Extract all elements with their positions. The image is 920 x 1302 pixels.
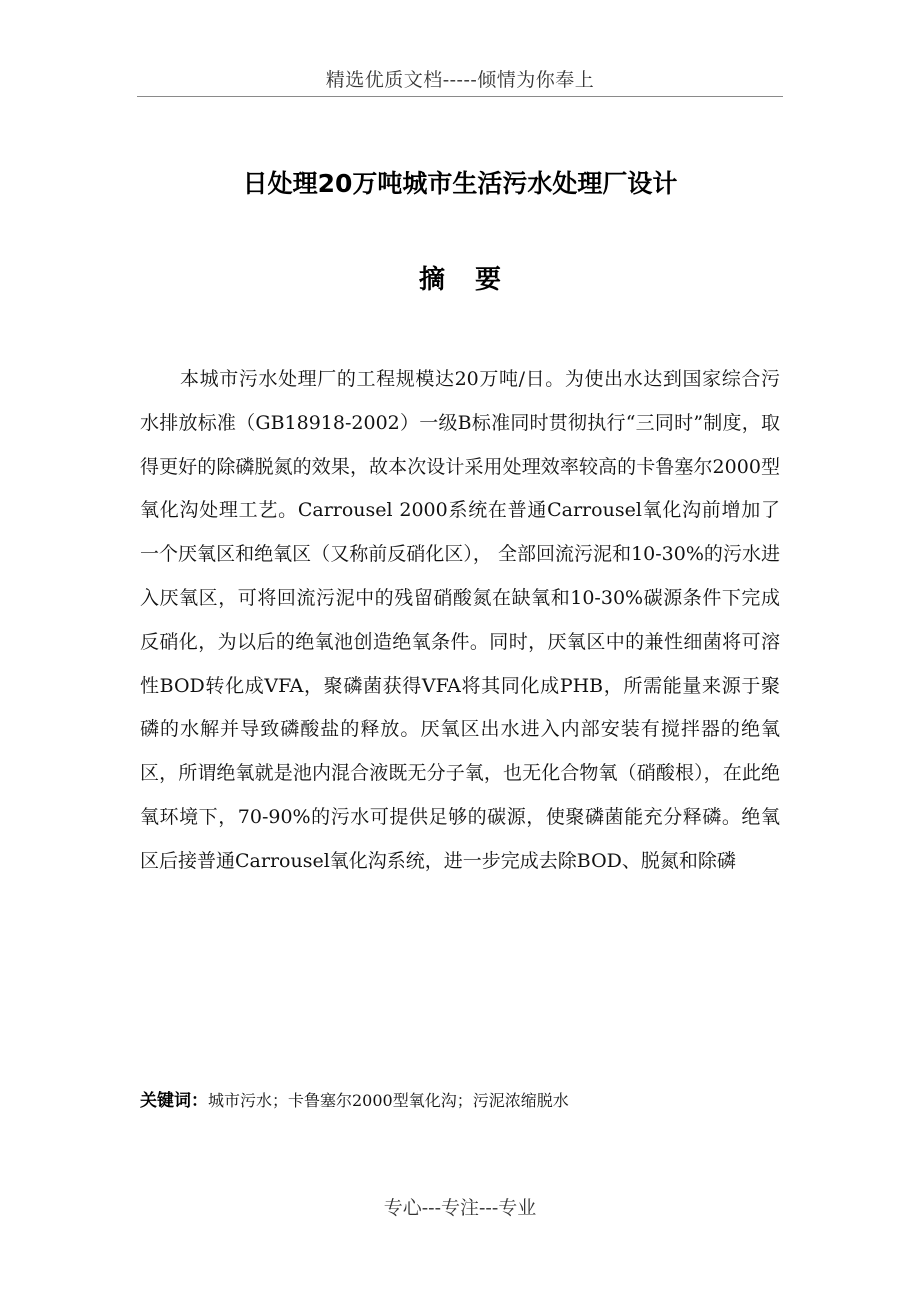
keywords-label: 关键词： xyxy=(140,1091,208,1111)
abstract-body: 本城市污水处理厂的工程规模达20万吨/日。为使出水达到国家综合污水排放标准（GB18918-2002）一级B标准同时贯彻执行“三同时”制度，取得更好的除磷脱氮的效果，故本次设计采用处理效率较高的卡鲁塞尔2000型氧化沟处理工艺。Carrousel 2000系统在普通Carrousel氧化沟前增加了一个厌氧区和绝氧区（又称前反硝化区）， 全部回流污泥和10-30%的污水进入厌氧区，可将回流污泥中的残留硝酸氮在缺氧和10-30%碳源条件下完成反硝化，为以后的绝氧池创造绝氧条件。同时，厌氧区中的兼性细菌将可溶性BOD转化成VFA，聚磷菌获得VFA将其同化成PHB，所需能量来源于聚磷的水解并导致磷酸盐的释放。厌氧区出水进入内部安装有搅拌器的绝氧区，所谓绝氧就是池内混合液既无分子氧，也无化合物氧（硝酸根），在此绝氧环境下，70-90%的污水可提供足够的碳源，使聚磷菌能充分释磷。绝氧区后接普通Carrousel氧化沟系统，进一步完成去除BOD、脱氮和除磷 xyxy=(140,368,780,872)
header-text: 精选优质文档-----倾情为你奉上 xyxy=(325,69,595,91)
footer-text: 专心---专注---专业 xyxy=(383,1197,537,1219)
keywords-line xyxy=(140,1086,780,1116)
page-footer xyxy=(0,1192,920,1224)
document-title: 日处理20万吨城市生活污水处理厂设计 xyxy=(242,169,678,198)
abstract-heading: 摘要 xyxy=(418,265,531,295)
page-header xyxy=(137,64,783,97)
keywords-value: 城市污水；卡鲁塞尔2000型氧化沟；污泥浓缩脱水 xyxy=(208,1091,569,1110)
